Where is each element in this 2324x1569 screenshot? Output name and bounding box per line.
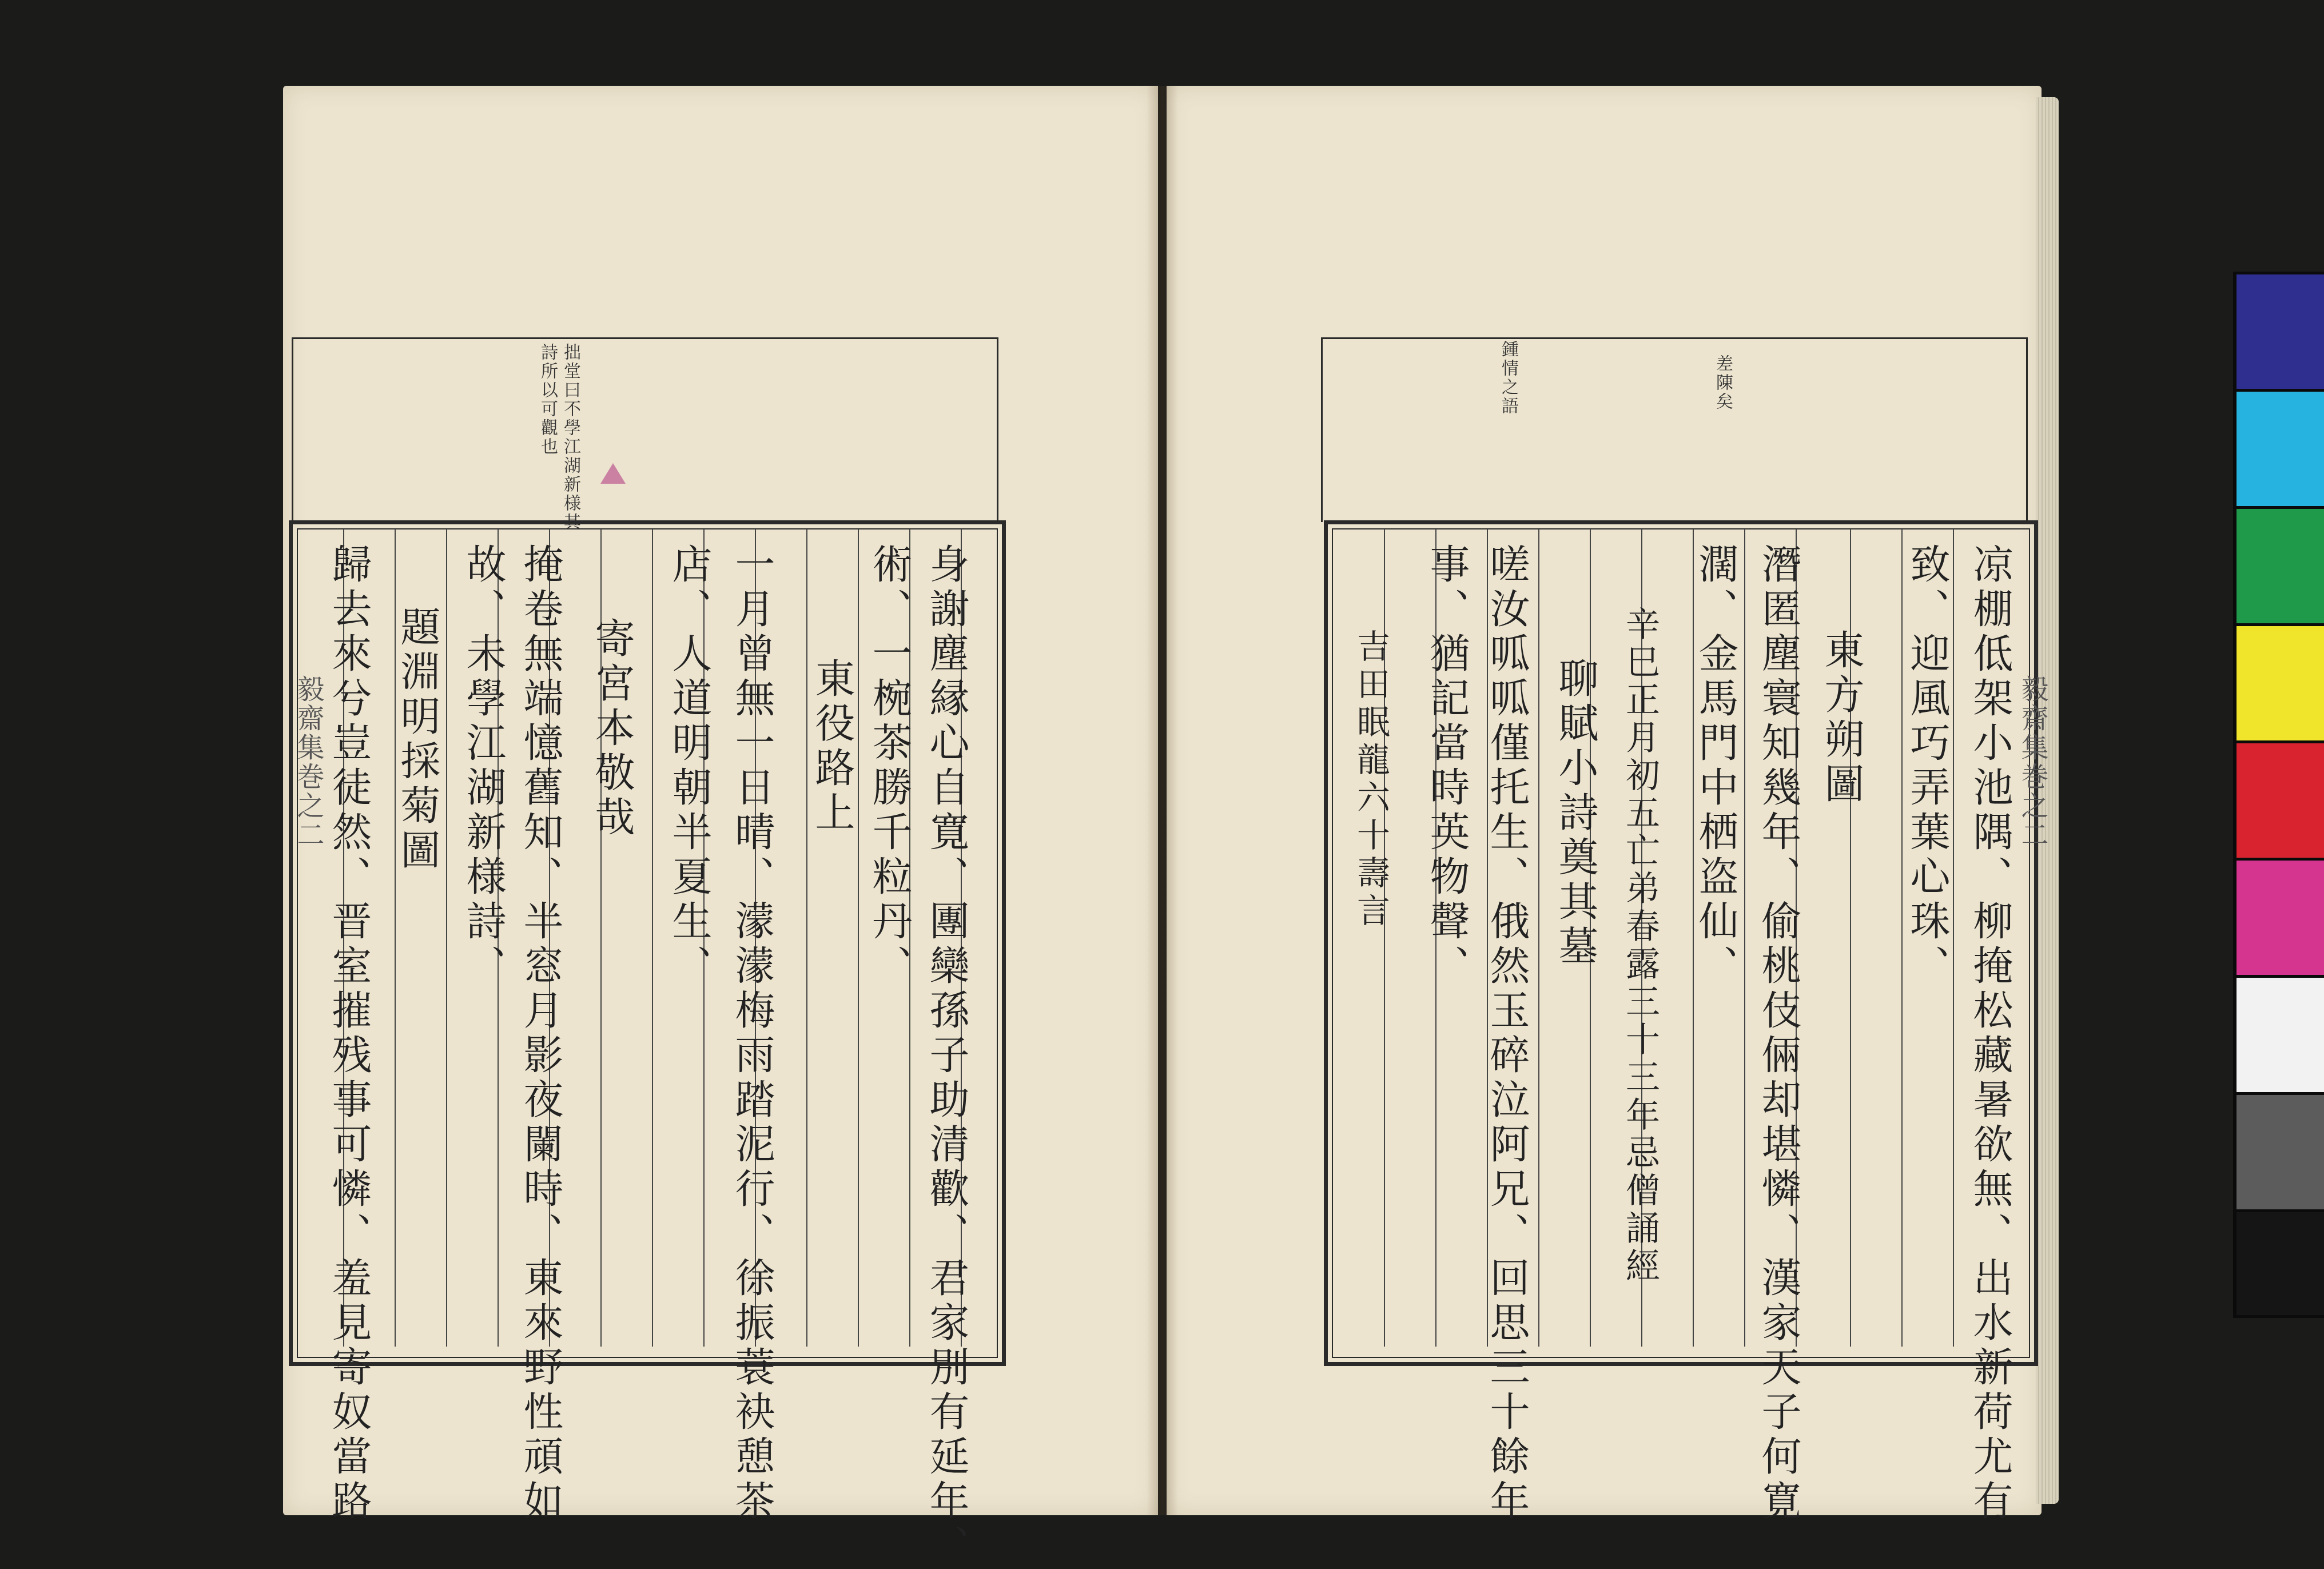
calibration-patch	[2237, 1212, 2324, 1315]
calibration-patch	[2237, 743, 2324, 858]
calibration-patch	[2237, 978, 2324, 1092]
left-column-2: 術、一椀茶勝千粒丹、	[866, 543, 913, 989]
left-column-3: 東役路上	[809, 658, 855, 836]
left-column-6: 寄宮本敬哉	[588, 618, 635, 841]
left-column-1: 身謝塵縁心自寛、團欒孫子助清歡、君家別有延年、	[923, 543, 970, 1569]
left-column-5: 店、人道明朝半夏生、	[666, 543, 713, 989]
calibration-patch	[2237, 861, 2324, 975]
left-column-7: 掩卷無端憶舊知、半窓月影夜闌時、東來野性頑如	[517, 543, 564, 1524]
color-calibration-chart	[2233, 272, 2324, 1318]
right-column-3: 東方朔圖	[1818, 629, 1865, 807]
left-column-9: 題淵明採菊圖	[394, 606, 441, 874]
right-column-5: 濶、金馬門中栖盗仙、	[1692, 543, 1739, 989]
right-column-2: 致、迎風巧弄葉心珠、	[1904, 543, 1951, 989]
calibration-patch	[2237, 509, 2324, 623]
pink-triangle-mark-icon	[600, 463, 626, 484]
right-column-7: 聊賦小詩奠其墓	[1552, 658, 1599, 970]
calibration-patch	[2237, 626, 2324, 740]
right-column-10: 吉田眠龍六十壽言	[1351, 629, 1390, 931]
right-fore-edge-title: 毅齋集巻之二	[2016, 675, 2048, 850]
calibration-patch	[2237, 274, 2324, 389]
right-column-4: 潛匿塵寰知幾年、偷桃伎倆却堪憐、漢家天子何寛	[1755, 543, 1802, 1524]
book-gutter	[1147, 86, 1178, 1515]
right-column-8: 嗟汝呱呱僅托生、俄然玉碎泣阿兄、回思三十餘年	[1483, 543, 1530, 1524]
right-column-1: 凉棚低架小池隅、柳掩松藏暑欲無、出水新荷尤有	[1967, 543, 2013, 1524]
calibration-patch	[2237, 392, 2324, 506]
calibration-patch	[2237, 1095, 2324, 1209]
left-column-10: 歸去來兮豈徒然、晋室摧残事可憐、羞見寄奴當路	[325, 543, 372, 1524]
left-head-note-line-1: 拙堂曰不學江湖新様其	[560, 343, 580, 532]
right-head-note-box	[1321, 337, 2028, 522]
right-column-9: 事、猶記當時英物聲、	[1423, 543, 1470, 989]
left-head-note-line-2: 詩所以可觀也	[538, 343, 558, 456]
right-column-6: 辛巳正月初五亡弟春露三十三年忌僧誦經	[1620, 606, 1660, 1285]
left-head-note-box	[292, 337, 998, 522]
right-head-note-1: 差陳矣	[1713, 355, 1733, 411]
left-fore-edge-title: 毅齋集巻之二	[292, 675, 324, 850]
left-column-4: 一月曾無一日晴、濛濛梅雨踏泥行、徐振蓑袂憩茶	[729, 543, 775, 1524]
right-head-note-2: 鍾情之語	[1498, 340, 1518, 416]
left-column-8: 故、未學江湖新様詩、	[460, 543, 507, 989]
